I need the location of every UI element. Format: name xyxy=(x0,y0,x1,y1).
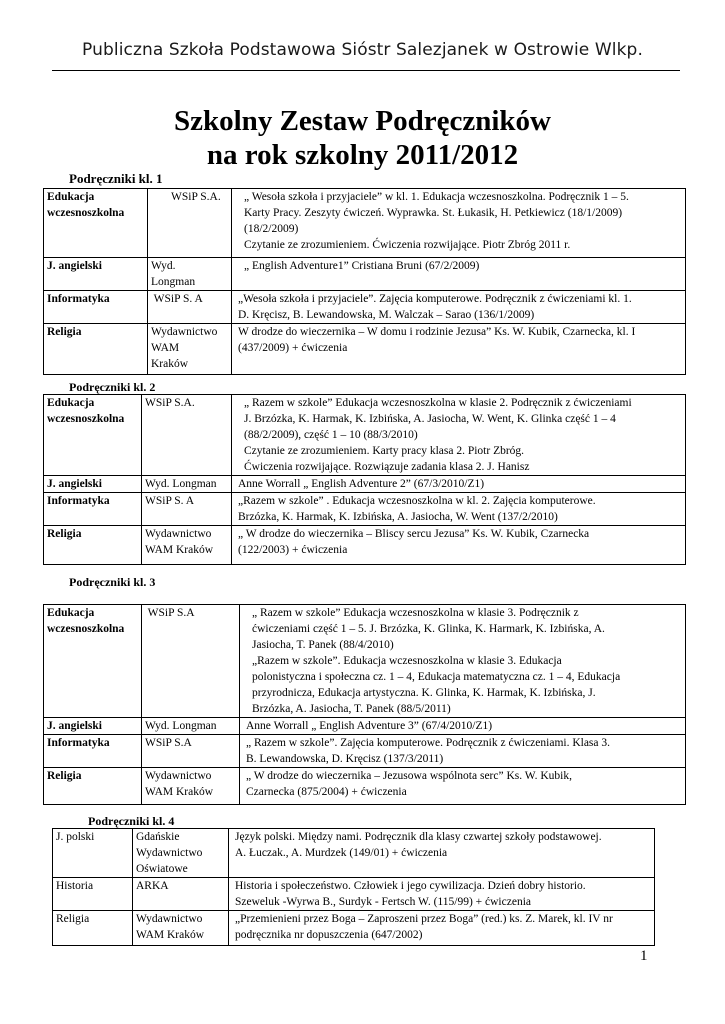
publisher-line: Wyd. xyxy=(151,260,176,272)
description-line: Język polski. Między nami. Podręcznik dla klasy czwartej szkoły podstawowej. xyxy=(235,831,602,843)
publisher-line: Longman xyxy=(151,276,196,288)
description-line: W drodze do wieczernika – W domu i rodzinie Jezusa” Ks. W. Kubik, Czarnecka, kl. I xyxy=(238,326,636,338)
description-cell xyxy=(232,476,686,493)
description-cell xyxy=(232,258,686,291)
description-line: (437/2009) + ćwiczenia xyxy=(238,342,348,354)
subject-line: wczesnoszkolna xyxy=(47,207,125,219)
publisher-line: Wyd. Longman xyxy=(145,478,217,490)
description-line: polonistyczna i społeczna cz. 1 – 4, Edukacja matematyczna cz. 1 – 4, Edukacja xyxy=(252,671,621,683)
subject-cell xyxy=(44,735,142,768)
description-line: Szeweluk -Wyrwa B., Surdyk - Fertsch W. (115/99) + ćwiczenia xyxy=(235,896,531,908)
description-line: (88/2/2009), część 1 – 10 (88/3/2010) xyxy=(244,429,418,441)
publisher-cell xyxy=(133,829,229,878)
description-line: „Przemienieni przez Boga – Zaproszeni przez Boga” (red.) ks. Z. Marek, kl. IV nr xyxy=(235,913,613,925)
description-line: (18/2/2009) xyxy=(244,223,299,235)
description-line: Czytanie ze zrozumieniem. Ćwiczenia rozwijające. Piotr Zbróg 2011 r. xyxy=(244,239,571,251)
description-cell xyxy=(240,718,686,735)
publisher-line: WSiP S.A. xyxy=(171,191,221,203)
description-line: B. Lewandowska, D. Kręcisz (137/3/2011) xyxy=(246,753,444,765)
description-line: Ćwiczenia rozwijające. Rozwiązuje zadania klasa 2. J. Hanisz xyxy=(244,461,530,473)
subject-cell xyxy=(44,718,142,735)
description-line: „ W drodze do wieczernika – Bliscy sercu Jezusa” Ks. W. Kubik, Czarnecka xyxy=(238,528,590,540)
description-cell xyxy=(229,878,655,911)
description-line: „ Razem w szkole”. Zajęcia komputerowe. Podręcznik z ćwiczeniami. Klasa 3. xyxy=(246,737,611,749)
publisher-line: WSiP S.A xyxy=(145,607,195,619)
table-row xyxy=(44,493,686,526)
publisher-cell xyxy=(142,718,240,735)
description-line: Karty Pracy. Zeszyty ćwiczeń. Wyprawka. St. Łukasik, H. Petkiewicz (18/1/2009) xyxy=(244,207,623,219)
description-line: Czarnecka (875/2004) + ćwiczenia xyxy=(246,786,407,798)
table-row xyxy=(53,911,655,946)
publisher-line: Wydawnictwo xyxy=(151,326,218,338)
subject-line: J. angielski xyxy=(47,260,102,272)
description-line: (122/2003) + ćwiczenia xyxy=(238,544,348,556)
publisher-line: WAM Kraków xyxy=(145,544,214,556)
publisher-cell xyxy=(148,324,232,375)
subject-line: Religia xyxy=(56,913,90,925)
publisher-line: WAM xyxy=(151,342,180,354)
table-row xyxy=(44,605,686,718)
table-row xyxy=(44,189,686,258)
table-row xyxy=(53,829,655,878)
subject-line: Edukacja xyxy=(47,397,95,409)
table-kl1 xyxy=(43,188,686,375)
subject-line: Informatyka xyxy=(47,495,110,507)
description-line: Historia i społeczeństwo. Człowiek i jego cywilizacja. Dzień dobry historio. xyxy=(235,880,586,892)
subject-cell xyxy=(53,878,133,911)
description-line: ćwiczeniami część 1 – 5. J. Brzózka, K. Glinka, K. Harmark, K. Izbińska, A. xyxy=(252,623,605,635)
subject-cell xyxy=(44,476,142,493)
subject-line: J. angielski xyxy=(47,720,102,732)
subject-cell xyxy=(44,395,142,476)
publisher-line: Wydawnictwo xyxy=(136,847,203,859)
publisher-cell xyxy=(148,258,232,291)
table-kl3 xyxy=(43,604,686,805)
description-line: Anne Worrall „ English Adventure 3” (67/4/2010/Z1) xyxy=(246,720,493,732)
description-cell xyxy=(232,526,686,565)
section-label-kl2: Podręczniki kl. 2 xyxy=(69,380,156,394)
subject-line: J. angielski xyxy=(47,478,102,490)
subject-cell xyxy=(44,526,142,565)
description-line: „ Razem w szkole” Edukacja wczesnoszkolna w klasie 3. Podręcznik z xyxy=(252,607,579,619)
table-row xyxy=(44,395,686,476)
table-row xyxy=(44,768,686,805)
description-line: „ Razem w szkole” Edukacja wczesnoszkolna w klasie 2. Podręcznik z ćwiczeniami xyxy=(244,397,632,409)
table-row xyxy=(44,526,686,565)
subject-line: Edukacja xyxy=(47,191,95,203)
title-line-1: Szkolny Zestaw Podręczników xyxy=(174,105,551,137)
page-header: Publiczna Szkoła Podstawowa Sióstr Salezjanek w Ostrowie Wlkp. xyxy=(82,40,643,60)
table-kl2 xyxy=(43,394,686,565)
header-rule xyxy=(52,70,680,71)
description-line: „ W drodze do wieczernika – Jezusowa wspólnota serc” Ks. W. Kubik, xyxy=(246,770,572,782)
description-line: „Wesoła szkoła i przyjaciele”. Zajęcia komputerowe. Podręcznik z ćwiczeniami kl. 1. xyxy=(238,293,632,305)
publisher-line: Wydawnictwo xyxy=(145,770,212,782)
publisher-line: WAM Kraków xyxy=(145,786,214,798)
publisher-cell xyxy=(142,735,240,768)
publisher-cell xyxy=(142,605,240,718)
table-row xyxy=(44,476,686,493)
description-line: „Razem w szkole”. Edukacja wczesnoszkolna w klasie 3. Edukacja xyxy=(252,655,562,667)
description-cell xyxy=(232,324,686,375)
description-cell xyxy=(232,395,686,476)
page-number: 1 xyxy=(640,948,648,964)
publisher-line: WSiP S. A xyxy=(151,293,203,305)
subject-cell xyxy=(44,768,142,805)
subject-line: Historia xyxy=(56,880,94,892)
description-line: Brzózka, K. Harmak, K. Izbińska, A. Jasiocha, W. Went (137/2/2010) xyxy=(238,511,558,523)
document-title xyxy=(0,104,725,172)
description-cell xyxy=(232,291,686,324)
subject-line: Religia xyxy=(47,326,82,338)
subject-line: Informatyka xyxy=(47,293,110,305)
publisher-line: WSiP S.A xyxy=(145,737,192,749)
description-cell xyxy=(232,493,686,526)
publisher-cell xyxy=(142,395,232,476)
publisher-line: Wydawnictwo xyxy=(136,913,203,925)
subject-cell xyxy=(44,605,142,718)
table-row xyxy=(44,258,686,291)
description-line: A. Łuczak., A. Murdzek (149/01) + ćwiczenia xyxy=(235,847,448,859)
publisher-cell xyxy=(142,768,240,805)
title-line-2: na rok szkolny 2011/2012 xyxy=(206,139,519,171)
table-row xyxy=(53,878,655,911)
description-line: J. Brzózka, K. Harmak, K. Izbińska, A. Jasiocha, W. Went, K. Glinka część 1 – 4 xyxy=(244,413,616,425)
table-row xyxy=(44,735,686,768)
description-line: Czytanie ze zrozumieniem. Karty pracy klasa 2. Piotr Zbróg. xyxy=(244,445,525,457)
description-line: przyrodnicza, Edukacja artystyczna. K. Glinka, K. Harmak, K. Izbińska, J. xyxy=(252,687,596,699)
description-line: „ English Adventure1” Cristiana Bruni (67/2/2009) xyxy=(244,260,480,272)
subject-line: Religia xyxy=(47,528,82,540)
description-cell xyxy=(240,735,686,768)
subject-cell xyxy=(53,911,133,946)
publisher-cell xyxy=(142,476,232,493)
description-line: Jasiocha, T. Panek (88/4/2010) xyxy=(252,639,394,651)
subject-line: wczesnoszkolna xyxy=(47,623,125,635)
table-row xyxy=(44,291,686,324)
publisher-cell xyxy=(133,878,229,911)
subject-line: Religia xyxy=(47,770,82,782)
section-label-kl4: Podręczniki kl. 4 xyxy=(88,814,175,828)
subject-line: wczesnoszkolna xyxy=(47,413,125,425)
section-label-kl3: Podręczniki kl. 3 xyxy=(69,575,156,589)
publisher-cell xyxy=(142,493,232,526)
description-cell xyxy=(240,605,686,718)
publisher-line: ARKA xyxy=(136,880,169,892)
section-label-kl1: Podręczniki kl. 1 xyxy=(69,171,163,186)
description-line: „Razem w szkole” . Edukacja wczesnoszkolna w kl. 2. Zajęcia komputerowe. xyxy=(238,495,596,507)
publisher-line: Kraków xyxy=(151,358,189,370)
publisher-line: WAM Kraków xyxy=(136,929,205,941)
publisher-cell xyxy=(133,911,229,946)
subject-cell xyxy=(53,829,133,878)
table-kl4 xyxy=(52,828,655,946)
subject-line: Informatyka xyxy=(47,737,110,749)
table-row xyxy=(44,324,686,375)
subject-cell xyxy=(44,189,148,258)
subject-cell xyxy=(44,493,142,526)
description-cell xyxy=(229,829,655,878)
publisher-cell xyxy=(148,189,232,258)
description-cell xyxy=(232,189,686,258)
description-line: Anne Worrall „ English Adventure 2” (67/3/2010/Z1) xyxy=(238,478,485,490)
description-line: „ Wesoła szkoła i przyjaciele” w kl. 1. Edukacja wczesnoszkolna. Podręcznik 1 – 5. xyxy=(244,191,629,203)
publisher-cell xyxy=(148,291,232,324)
publisher-line: WSiP S.A. xyxy=(145,397,195,409)
publisher-line: Wydawnictwo xyxy=(145,528,212,540)
description-cell xyxy=(229,911,655,946)
description-line: D. Kręcisz, B. Lewandowska, M. Walczak – Sarao (136/1/2009) xyxy=(238,309,535,321)
publisher-line: Wyd. Longman xyxy=(145,720,217,732)
publisher-line: Gdańskie xyxy=(136,831,180,843)
subject-cell xyxy=(44,258,148,291)
table-row xyxy=(44,718,686,735)
publisher-line: Oświatowe xyxy=(136,863,188,875)
subject-line: Edukacja xyxy=(47,607,95,619)
description-cell xyxy=(240,768,686,805)
description-line: Brzózka, A. Jasiocha, T. Panek (88/5/2011) xyxy=(252,703,451,715)
subject-cell xyxy=(44,324,148,375)
subject-cell xyxy=(44,291,148,324)
description-line: podręcznika nr dopuszczenia (647/2002) xyxy=(235,929,423,941)
publisher-cell xyxy=(142,526,232,565)
publisher-line: WSiP S. A xyxy=(145,495,195,507)
subject-line: J. polski xyxy=(56,831,95,843)
